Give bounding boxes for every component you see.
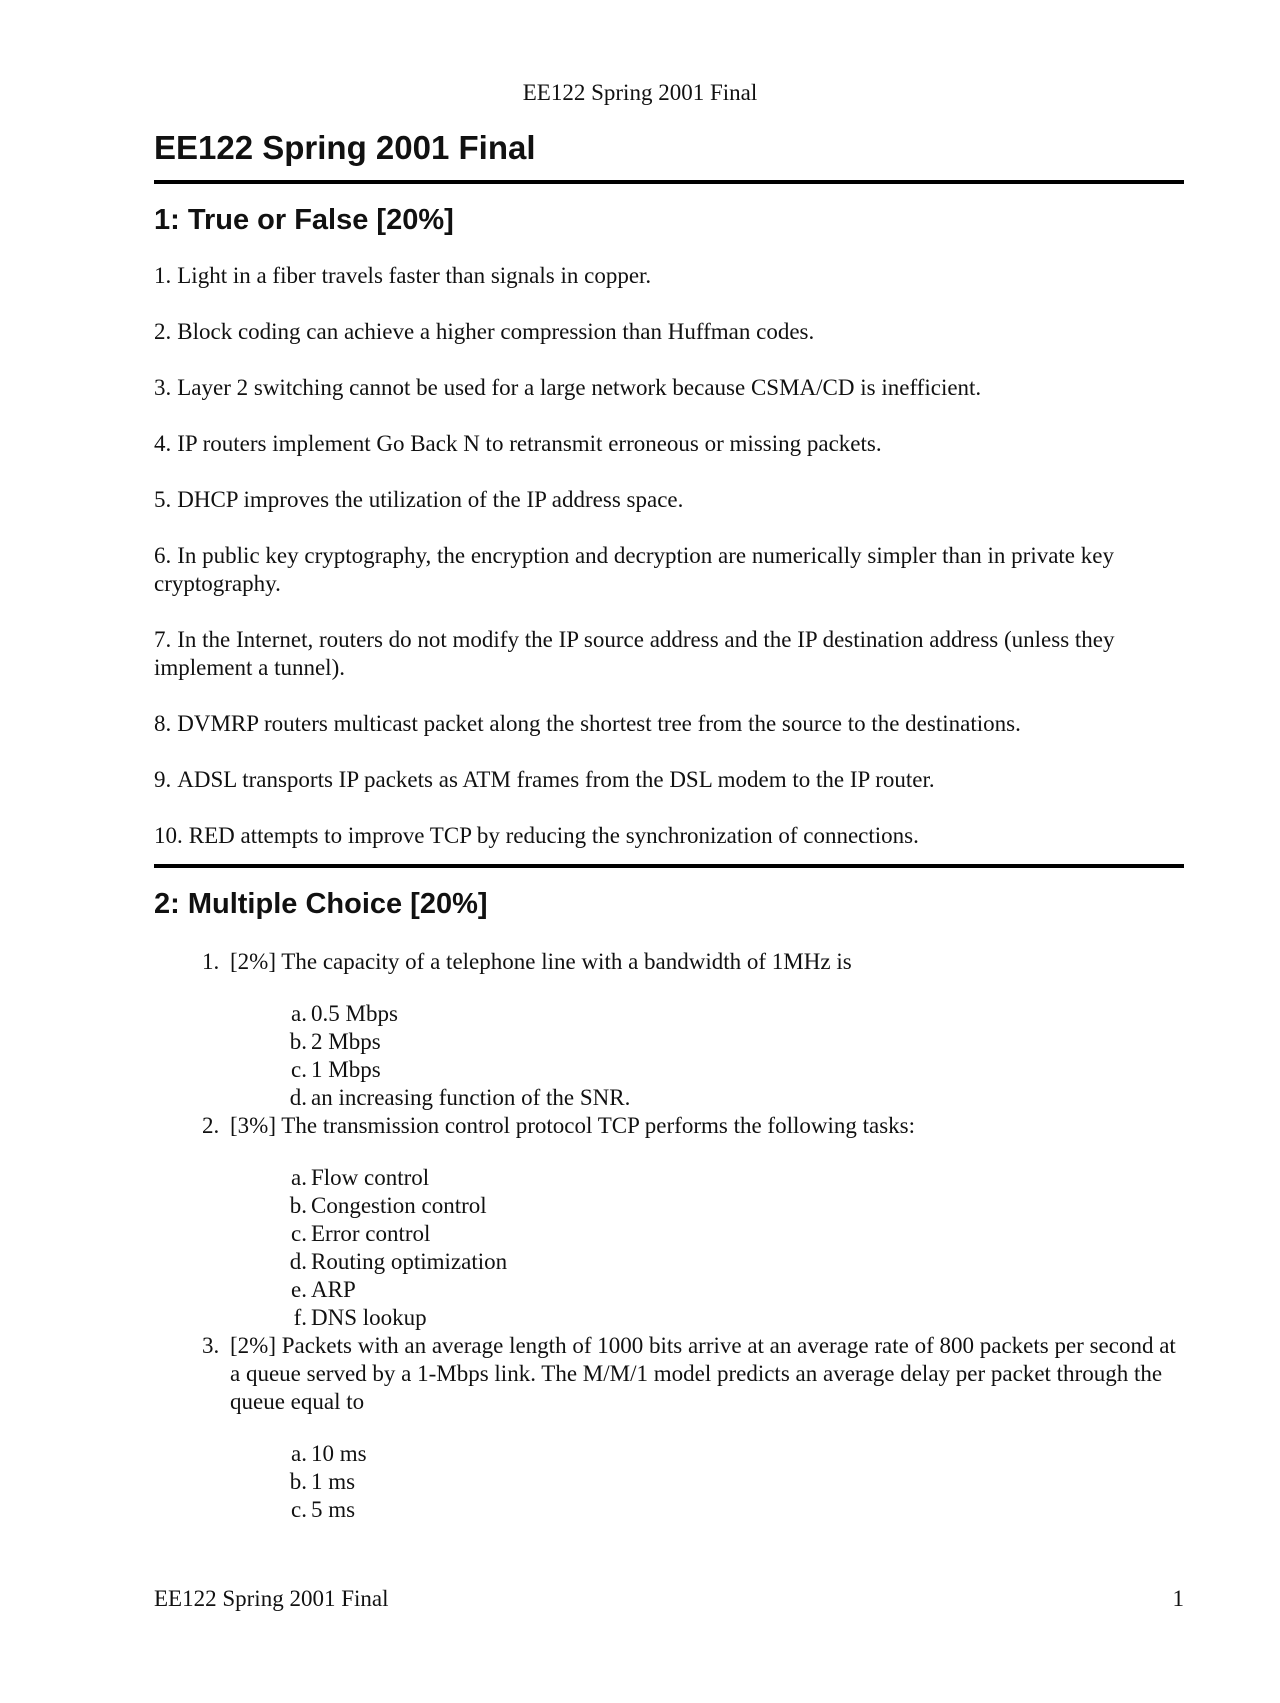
tf-item-text: DVMRP routers multicast packet along the shortest tree from the source to the destinations. [177, 711, 1021, 736]
option-text: 1 ms [311, 1469, 356, 1494]
tf-item-number: 3. [154, 375, 172, 400]
option-text: Congestion control [311, 1193, 487, 1218]
page-content [154, 122, 1184, 1524]
tf-item-number: 8. [154, 711, 172, 736]
option-text: 2 Mbps [311, 1029, 381, 1054]
question-number: 2. [202, 1113, 220, 1138]
question-text: [3%] The transmission control protocol TCP performs the following tasks: [230, 1113, 916, 1138]
option-item [284, 1056, 1184, 1084]
mc-question-2 [154, 1112, 1184, 1332]
option-letter: c. [291, 1497, 307, 1522]
option-letter: b. [289, 1469, 307, 1494]
option-item [284, 1440, 1184, 1468]
tf-item-number: 5. [154, 487, 172, 512]
tf-item-5 [154, 486, 1184, 514]
option-text: 10 ms [311, 1441, 367, 1466]
tf-item-number: 7. [154, 627, 172, 652]
option-text: 1 Mbps [311, 1057, 381, 1082]
option-item [284, 1248, 1184, 1276]
document-title: EE122 Spring 2001 Final [154, 122, 1184, 184]
tf-item-3 [154, 374, 1184, 402]
option-text: 5 ms [311, 1497, 356, 1522]
option-item [284, 1084, 1184, 1112]
question-number: 1. [202, 949, 220, 974]
tf-item-9 [154, 766, 1184, 794]
option-letter: d. [289, 1249, 307, 1274]
option-list [230, 1440, 1184, 1524]
tf-item-number: 9. [154, 767, 172, 792]
option-letter: c. [291, 1057, 307, 1082]
option-letter: d. [289, 1085, 307, 1110]
option-item [284, 1220, 1184, 1248]
section-1-title: 1: True or False [20%] [154, 204, 454, 236]
tf-item-text: In public key cryptography, the encryption and decryption are numerically simpler than in private key cryptography. [154, 543, 1114, 596]
tf-item-7 [154, 626, 1184, 682]
option-letter: a. [291, 1001, 307, 1026]
tf-item-text: RED attempts to improve TCP by reducing the synchronization of connections. [188, 823, 919, 848]
option-text: an increasing function of the SNR. [311, 1085, 631, 1110]
tf-item-6 [154, 542, 1184, 598]
multiple-choice-list [154, 948, 1184, 1524]
running-header: EE122 Spring 2001 Final [522, 80, 758, 105]
tf-item-text: ADSL transports IP packets as ATM frames from the DSL modem to the IP router. [177, 767, 935, 792]
true-false-list [154, 262, 1184, 850]
tf-item-2 [154, 318, 1184, 346]
tf-item-text: Light in a fiber travels faster than signals in copper. [177, 263, 652, 288]
tf-item-text: DHCP improves the utilization of the IP address space. [177, 487, 684, 512]
option-text: DNS lookup [311, 1305, 427, 1330]
option-item [284, 1468, 1184, 1496]
option-item [284, 1496, 1184, 1524]
mc-question-1 [154, 948, 1184, 1112]
tf-item-text: Block coding can achieve a higher compression than Huffman codes. [177, 319, 815, 344]
option-letter: f. [293, 1305, 307, 1330]
tf-item-number: 4. [154, 431, 172, 456]
section-2-title: 2: Multiple Choice [20%] [154, 888, 488, 920]
tf-item-10 [154, 822, 1184, 850]
option-letter: c. [291, 1221, 307, 1246]
option-item [284, 1028, 1184, 1056]
option-text: Error control [311, 1221, 431, 1246]
option-letter: b. [289, 1193, 307, 1218]
option-text: ARP [311, 1277, 356, 1302]
tf-item-text: In the Internet, routers do not modify the IP source address and the IP destination address (unless they implement a tunnel). [154, 627, 1115, 680]
option-letter: b. [289, 1029, 307, 1054]
option-list [230, 1000, 1184, 1112]
tf-item-1 [154, 262, 1184, 290]
tf-item-number: 6. [154, 543, 172, 568]
tf-item-number: 10. [154, 823, 183, 848]
tf-item-4 [154, 430, 1184, 458]
page-number: 1 [1172, 1586, 1184, 1611]
question-number: 3. [202, 1333, 220, 1358]
option-text: Routing optimization [311, 1249, 508, 1274]
footer-title: EE122 Spring 2001 Final [154, 1586, 389, 1611]
option-letter: a. [291, 1165, 307, 1190]
tf-item-text: IP routers implement Go Back N to retransmit erroneous or missing packets. [177, 431, 882, 456]
option-text: Flow control [311, 1165, 430, 1190]
option-item [284, 1304, 1184, 1332]
option-item [284, 1276, 1184, 1304]
option-item [284, 1192, 1184, 1220]
tf-item-8 [154, 710, 1184, 738]
option-text: 0.5 Mbps [311, 1001, 398, 1026]
tf-item-text: Layer 2 switching cannot be used for a large network because CSMA/CD is inefficient. [177, 375, 982, 400]
question-text: [2%] The capacity of a telephone line with a bandwidth of 1MHz is [230, 949, 852, 974]
option-item [284, 1164, 1184, 1192]
tf-item-number: 2. [154, 319, 172, 344]
tf-item-number: 1. [154, 263, 172, 288]
question-text: [2%] Packets with an average length of 1000 bits arrive at an average rate of 800 packets per second at a queue served by a 1-Mbps link. The M/M/1 model predicts an average delay per packet through the queue equal to [230, 1333, 1176, 1414]
option-list [230, 1164, 1184, 1332]
option-letter: e. [291, 1277, 307, 1302]
option-letter: a. [291, 1441, 307, 1466]
mc-question-3 [154, 1332, 1184, 1524]
option-item [284, 1000, 1184, 1028]
